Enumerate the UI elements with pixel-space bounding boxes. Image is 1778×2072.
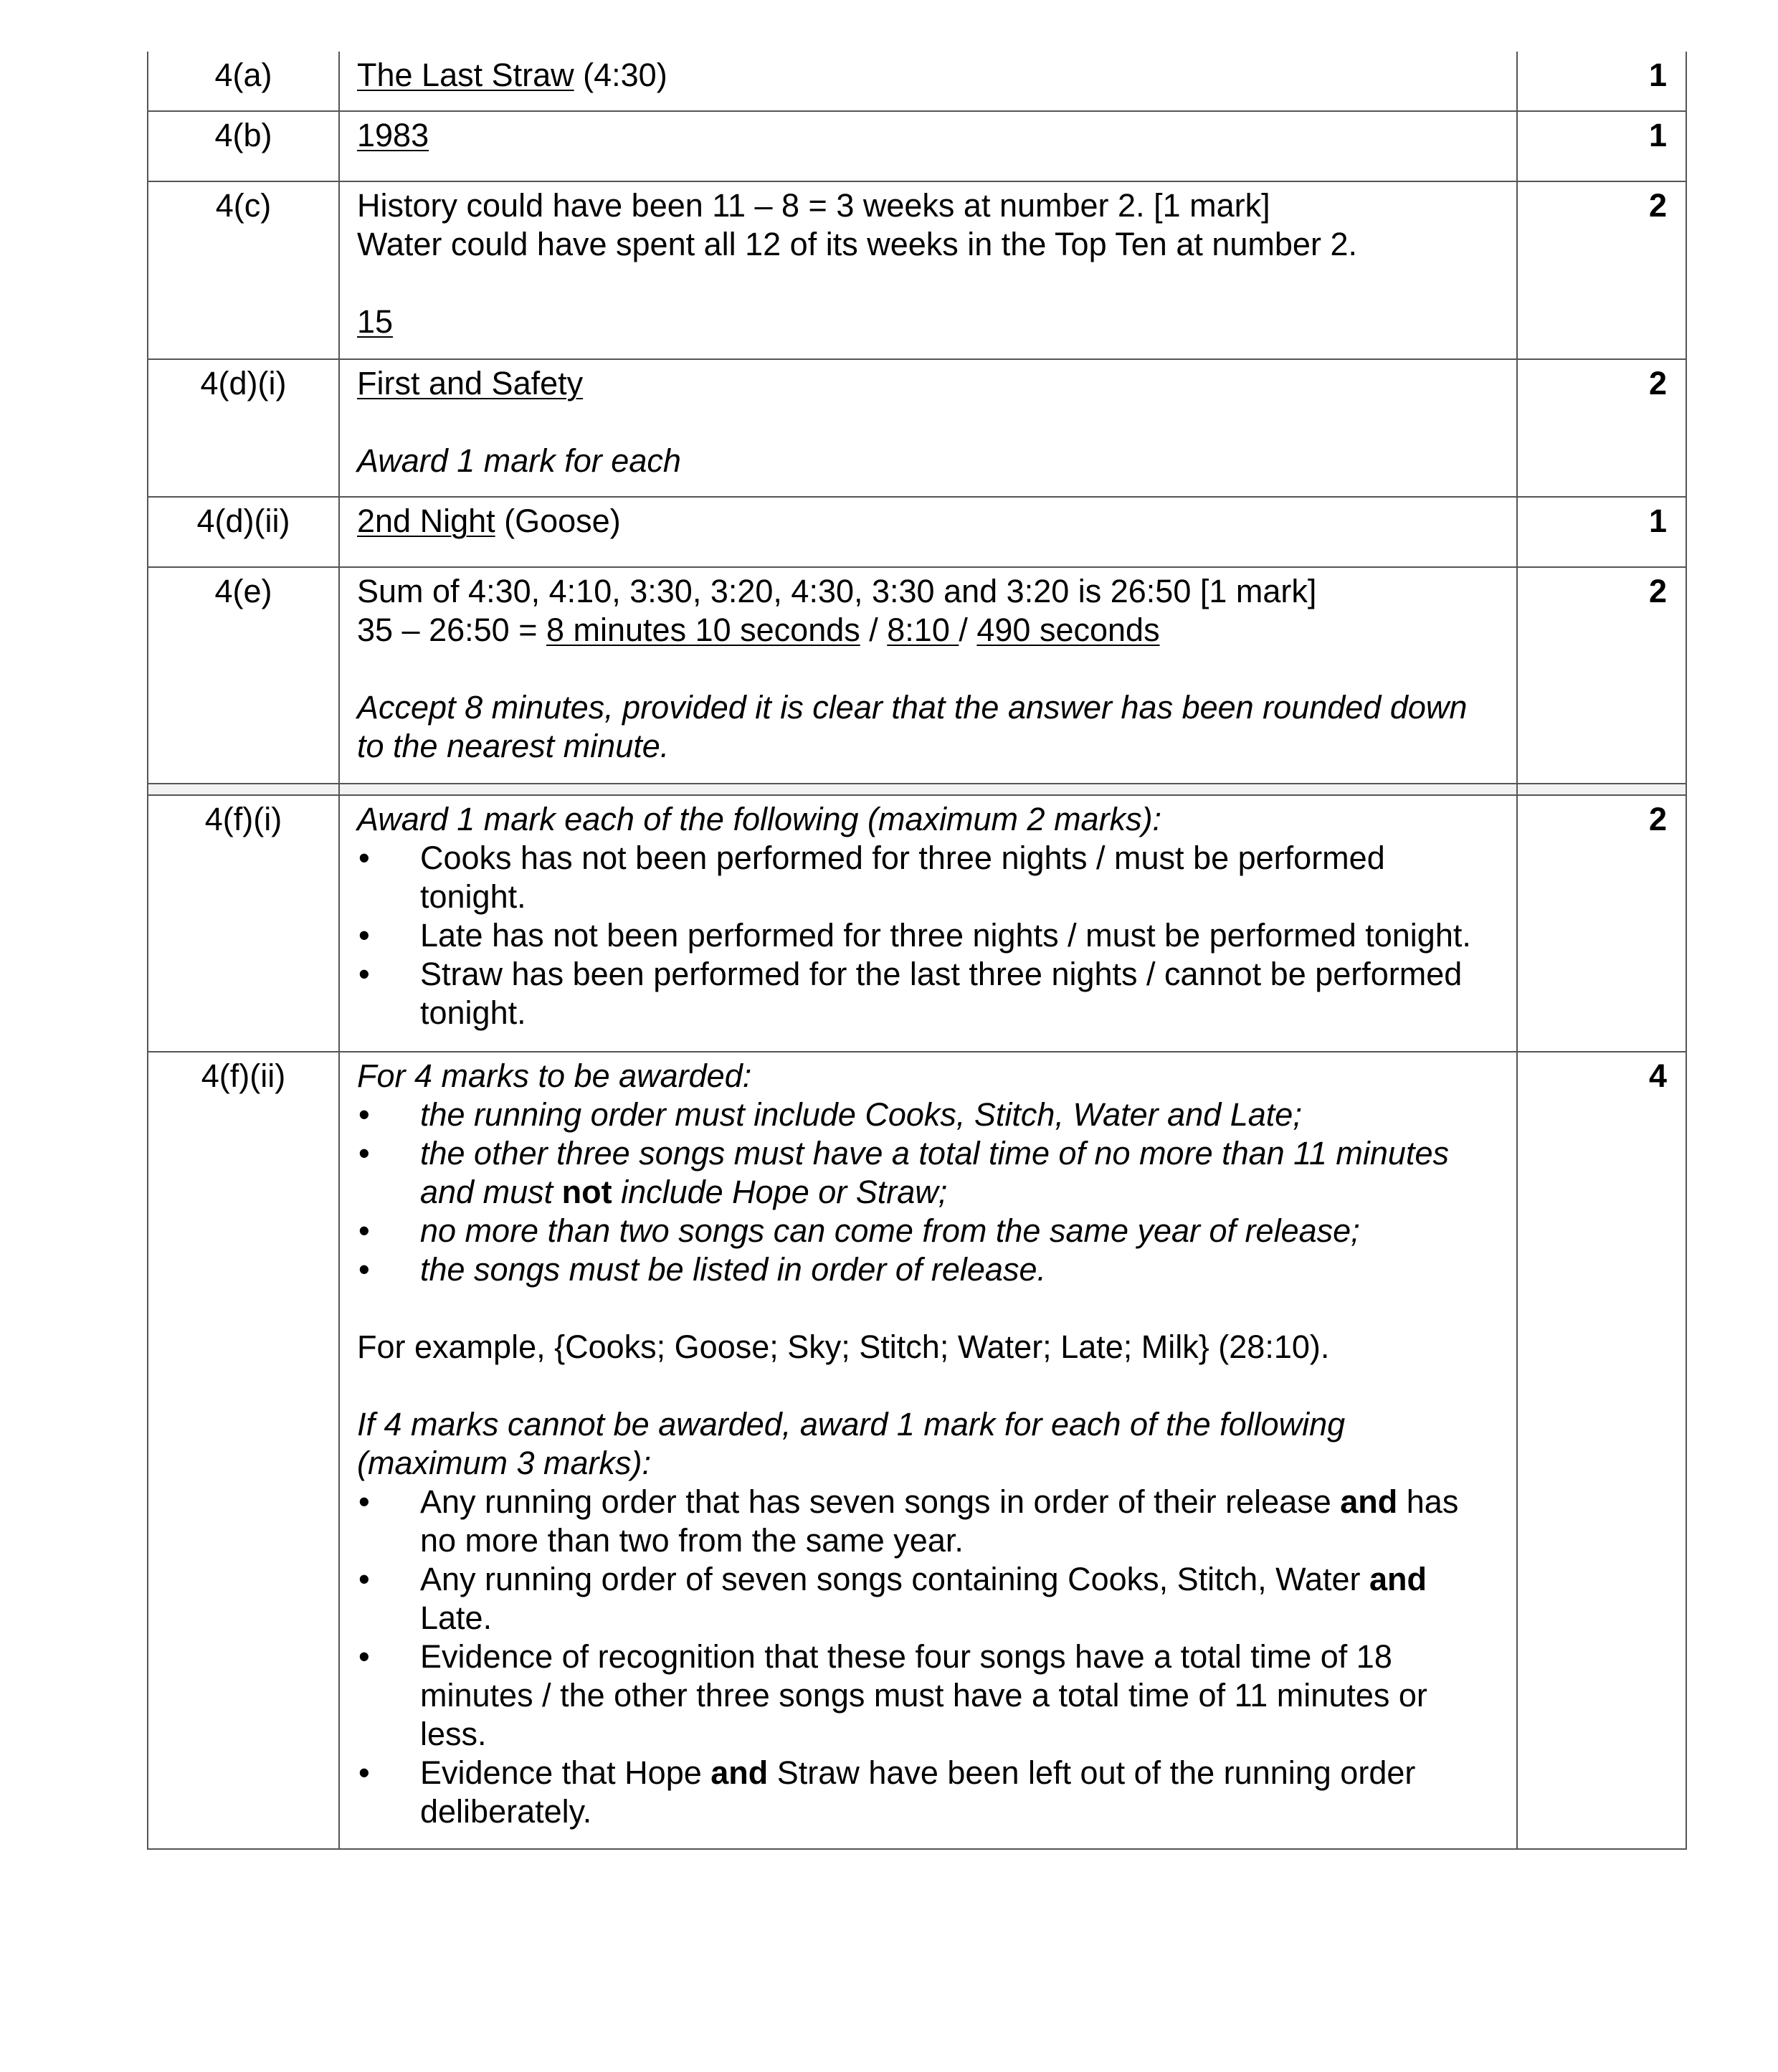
guidance-note: For 4 marks to be awarded: [357, 1058, 752, 1094]
criteria-list [357, 1483, 1499, 1831]
marks: 2 [1517, 359, 1686, 497]
row-4f-i [148, 795, 1686, 1052]
answer-cell [339, 497, 1517, 567]
marks: 4 [1517, 1052, 1686, 1849]
answer-text: The Last Straw [357, 57, 574, 93]
answer-detail: (Goose) [495, 503, 621, 539]
mark-scheme-table [147, 52, 1687, 1850]
answer-text: 15 [357, 303, 394, 340]
list-item: • Any running order that has seven songs in order of their release and has no more than two from the same year. [357, 1483, 1499, 1560]
list-item: • Evidence of recognition that these four songs have a total time of 18 minutes / the other three songs must have a total time of 11 minutes or less. [357, 1638, 1499, 1754]
row-4e [148, 567, 1686, 784]
separator: / [959, 612, 977, 648]
working-prefix: 35 – 26:50 = [357, 612, 546, 648]
marks: 2 [1517, 567, 1686, 784]
example-text: For example, {Cooks; Goose; Sky; Stitch; Water; Late; Milk} (28:10). [357, 1329, 1330, 1365]
list-item: • the songs must be listed in order of release. [357, 1250, 1499, 1289]
guidance-note: Accept 8 minutes, provided it is clear that the answer has been rounded down to the nearest minute. [357, 689, 1468, 764]
question-number: 4(b) [148, 111, 339, 181]
question-number: 4(d)(i) [148, 359, 339, 497]
list-item: • Straw has been performed for the last three nights / cannot be performed tonight. [357, 955, 1499, 1032]
answer-text: 2nd Night [357, 503, 495, 539]
row-divider [148, 784, 1686, 795]
row-4a [148, 52, 1686, 111]
list-item: • Cooks has not been performed for three nights / must be performed tonight. [357, 839, 1499, 916]
guidance-note: If 4 marks cannot be awarded, award 1 mark for each of the following (maximum 3 marks): [357, 1406, 1346, 1481]
marks: 2 [1517, 795, 1686, 1052]
answer-detail: (4:30) [574, 57, 667, 93]
list-item: • no more than two songs can come from the same year of release; [357, 1212, 1499, 1250]
answer-text: 490 seconds [976, 612, 1160, 648]
marks: 2 [1517, 181, 1686, 359]
row-4c [148, 181, 1686, 359]
answer-text: 8:10 [887, 612, 959, 648]
question-number: 4(c) [148, 181, 339, 359]
row-4f-ii [148, 1052, 1686, 1849]
marks: 1 [1517, 52, 1686, 111]
question-number: 4(d)(ii) [148, 497, 339, 567]
list-item: • Evidence that Hope and Straw have been left out of the running order deliberately. [357, 1754, 1499, 1831]
list-item: • the running order must include Cooks, Stitch, Water and Late; [357, 1096, 1499, 1134]
answer-cell [339, 359, 1517, 497]
row-4b [148, 111, 1686, 181]
answer-cell [339, 567, 1517, 784]
list-item: • Any running order of seven songs containing Cooks, Stitch, Water and Late. [357, 1560, 1499, 1638]
marks: 1 [1517, 111, 1686, 181]
working-line: History could have been 11 – 8 = 3 weeks at number 2. [1 mark] [357, 187, 1270, 224]
criteria-list [357, 839, 1499, 1032]
list-item: • the other three songs must have a total time of no more than 11 minutes and must not include Hope or Straw; [357, 1134, 1499, 1212]
row-4d-i [148, 359, 1686, 497]
answer-cell [339, 111, 1517, 181]
working-line: Water could have spent all 12 of its weeks in the Top Ten at number 2. [357, 226, 1357, 262]
row-4d-ii [148, 497, 1686, 567]
criteria-list [357, 1096, 1499, 1289]
separator: / [860, 612, 888, 648]
question-number: 4(e) [148, 567, 339, 784]
answer-cell [339, 181, 1517, 359]
question-number: 4(a) [148, 52, 339, 111]
question-number: 4(f)(i) [148, 795, 339, 1052]
marks: 1 [1517, 497, 1686, 567]
answer-cell [339, 795, 1517, 1052]
guidance-note: Award 1 mark each of the following (maximum 2 marks): [357, 801, 1162, 837]
answer-text: 8 minutes 10 seconds [546, 612, 860, 648]
answer-cell [339, 1052, 1517, 1849]
answer-cell [339, 52, 1517, 111]
list-item: • Late has not been performed for three nights / must be performed tonight. [357, 916, 1499, 955]
answer-text: First and Safety [357, 365, 584, 401]
working-line: Sum of 4:30, 4:10, 3:30, 3:20, 4:30, 3:30 and 3:20 is 26:50 [1 mark] [357, 573, 1317, 609]
guidance-note: Award 1 mark for each [357, 442, 681, 479]
question-number: 4(f)(ii) [148, 1052, 339, 1849]
answer-text: 1983 [357, 117, 429, 153]
